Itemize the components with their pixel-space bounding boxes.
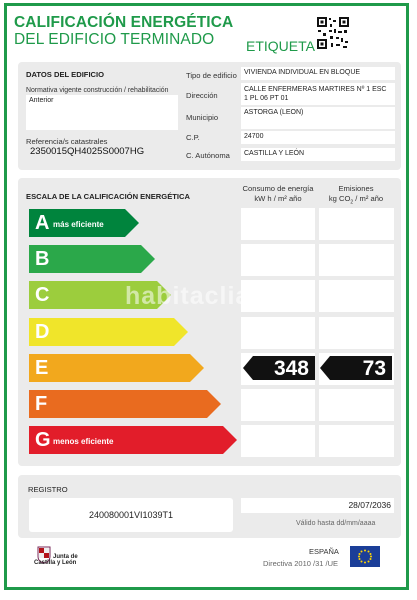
emisiones-cell <box>319 244 394 276</box>
title-line-1: CALIFICACIÓN ENERGÉTICA <box>14 14 234 31</box>
energy-class-letter: C <box>35 284 50 306</box>
consumo-cell <box>241 244 315 276</box>
referencia-value: 2350015QH4025S0007HG <box>30 146 145 157</box>
consumo-value: 348 <box>273 357 309 380</box>
consumo-cell <box>241 280 315 312</box>
consumo-cell <box>241 208 315 240</box>
consumo-header <box>240 184 316 204</box>
energy-class-text: más eficiente <box>53 220 104 229</box>
directiva-label: Directiva 2010 /31 /UE <box>263 559 339 568</box>
scale-section-title: ESCALA DE LA CALIFICACIÓN ENERGÉTICA <box>26 192 190 201</box>
energy-class-text: menos eficiente <box>53 437 114 446</box>
emisiones-rating <box>320 356 392 380</box>
tipo-value: VIVIENDA INDIVIDUAL EN BLOQUE <box>241 67 395 80</box>
normativa-label: Normativa vigente construcción / rehabilitación <box>26 87 169 94</box>
emisiones-header-line-1: Emisiones <box>338 184 374 193</box>
emisiones-header-line-2 <box>318 194 394 208</box>
page-title <box>14 14 233 48</box>
junta-text-1: Junta de <box>53 554 78 560</box>
etiqueta-label: ETIQUETA <box>246 38 315 54</box>
consumo-cell <box>241 389 315 421</box>
emisiones-cell <box>319 208 394 240</box>
consumo-header-line-2: kW h / m² año <box>254 194 302 203</box>
energy-class-a <box>29 209 139 237</box>
direccion-label: Dirección <box>186 91 218 100</box>
watermark: habitaclia <box>125 282 251 310</box>
energy-class-letter: E <box>35 357 49 379</box>
energy-class-b <box>29 245 155 273</box>
consumo-rating <box>243 356 315 380</box>
energy-class-letter: A <box>35 212 50 234</box>
consumo-cell <box>241 317 315 349</box>
emisiones-cell <box>319 280 394 312</box>
referencia-label: Referencia/s catastrales <box>26 137 108 146</box>
energy-class-g <box>29 426 237 454</box>
registro-number: 240080001VI1039T1 <box>29 498 233 532</box>
energy-class-f <box>29 390 221 418</box>
country-label: ESPAÑA <box>309 547 339 556</box>
eu-flag-icon <box>350 546 380 567</box>
energy-class-letter: G <box>35 429 51 451</box>
energy-class-e <box>29 354 204 382</box>
title-line-2: DEL EDIFICIO TERMINADO <box>14 31 215 48</box>
building-section-title: DATOS DEL EDIFICIO <box>26 70 105 79</box>
consumo-header-line-1: Consumo de energía <box>242 184 314 193</box>
consumo-cell <box>241 425 315 457</box>
emisiones-unit-rest: / m² año <box>355 194 384 203</box>
qr-code-icon <box>316 16 350 50</box>
energy-class-letter: D <box>35 321 50 343</box>
emisiones-header <box>318 184 394 208</box>
emisiones-unit-sub: 2 <box>350 199 354 206</box>
emisiones-cell <box>319 425 394 457</box>
cp-label: C.P. <box>186 133 200 142</box>
valido-label: Válido hasta dd/mm/aaaa <box>296 520 376 527</box>
ca-value: CASTILLA Y LEÓN <box>241 148 395 161</box>
municipio-value: ASTORGA (LEON) <box>241 107 395 129</box>
tipo-label: Tipo de edificio <box>186 71 237 80</box>
cp-value: 24700 <box>241 131 395 144</box>
emisiones-cell <box>319 317 394 349</box>
municipio-label: Municipio <box>186 113 219 122</box>
emisiones-cell <box>319 389 394 421</box>
direccion-line-2: 1 PL 06 PT 01 <box>244 95 289 102</box>
registro-date: 28/07/2036 <box>241 498 394 513</box>
junta-text-2: Castilla y León <box>34 560 77 566</box>
emisiones-unit-kg: kg CO <box>328 194 351 203</box>
emisiones-value: 73 <box>362 357 386 380</box>
energy-class-d <box>29 318 188 346</box>
energy-class-letter: F <box>35 393 48 415</box>
direccion-value <box>241 83 395 105</box>
ca-label: C. Autónoma <box>186 151 230 160</box>
direccion-line-1: CALLE ENFERMERAS MARTIRES Nº 1 ESC <box>244 86 387 93</box>
energy-class-letter: B <box>35 248 50 270</box>
registro-section-title: REGISTRO <box>28 485 68 494</box>
junta-logo <box>34 546 78 569</box>
normativa-value: Anterior <box>26 95 178 130</box>
